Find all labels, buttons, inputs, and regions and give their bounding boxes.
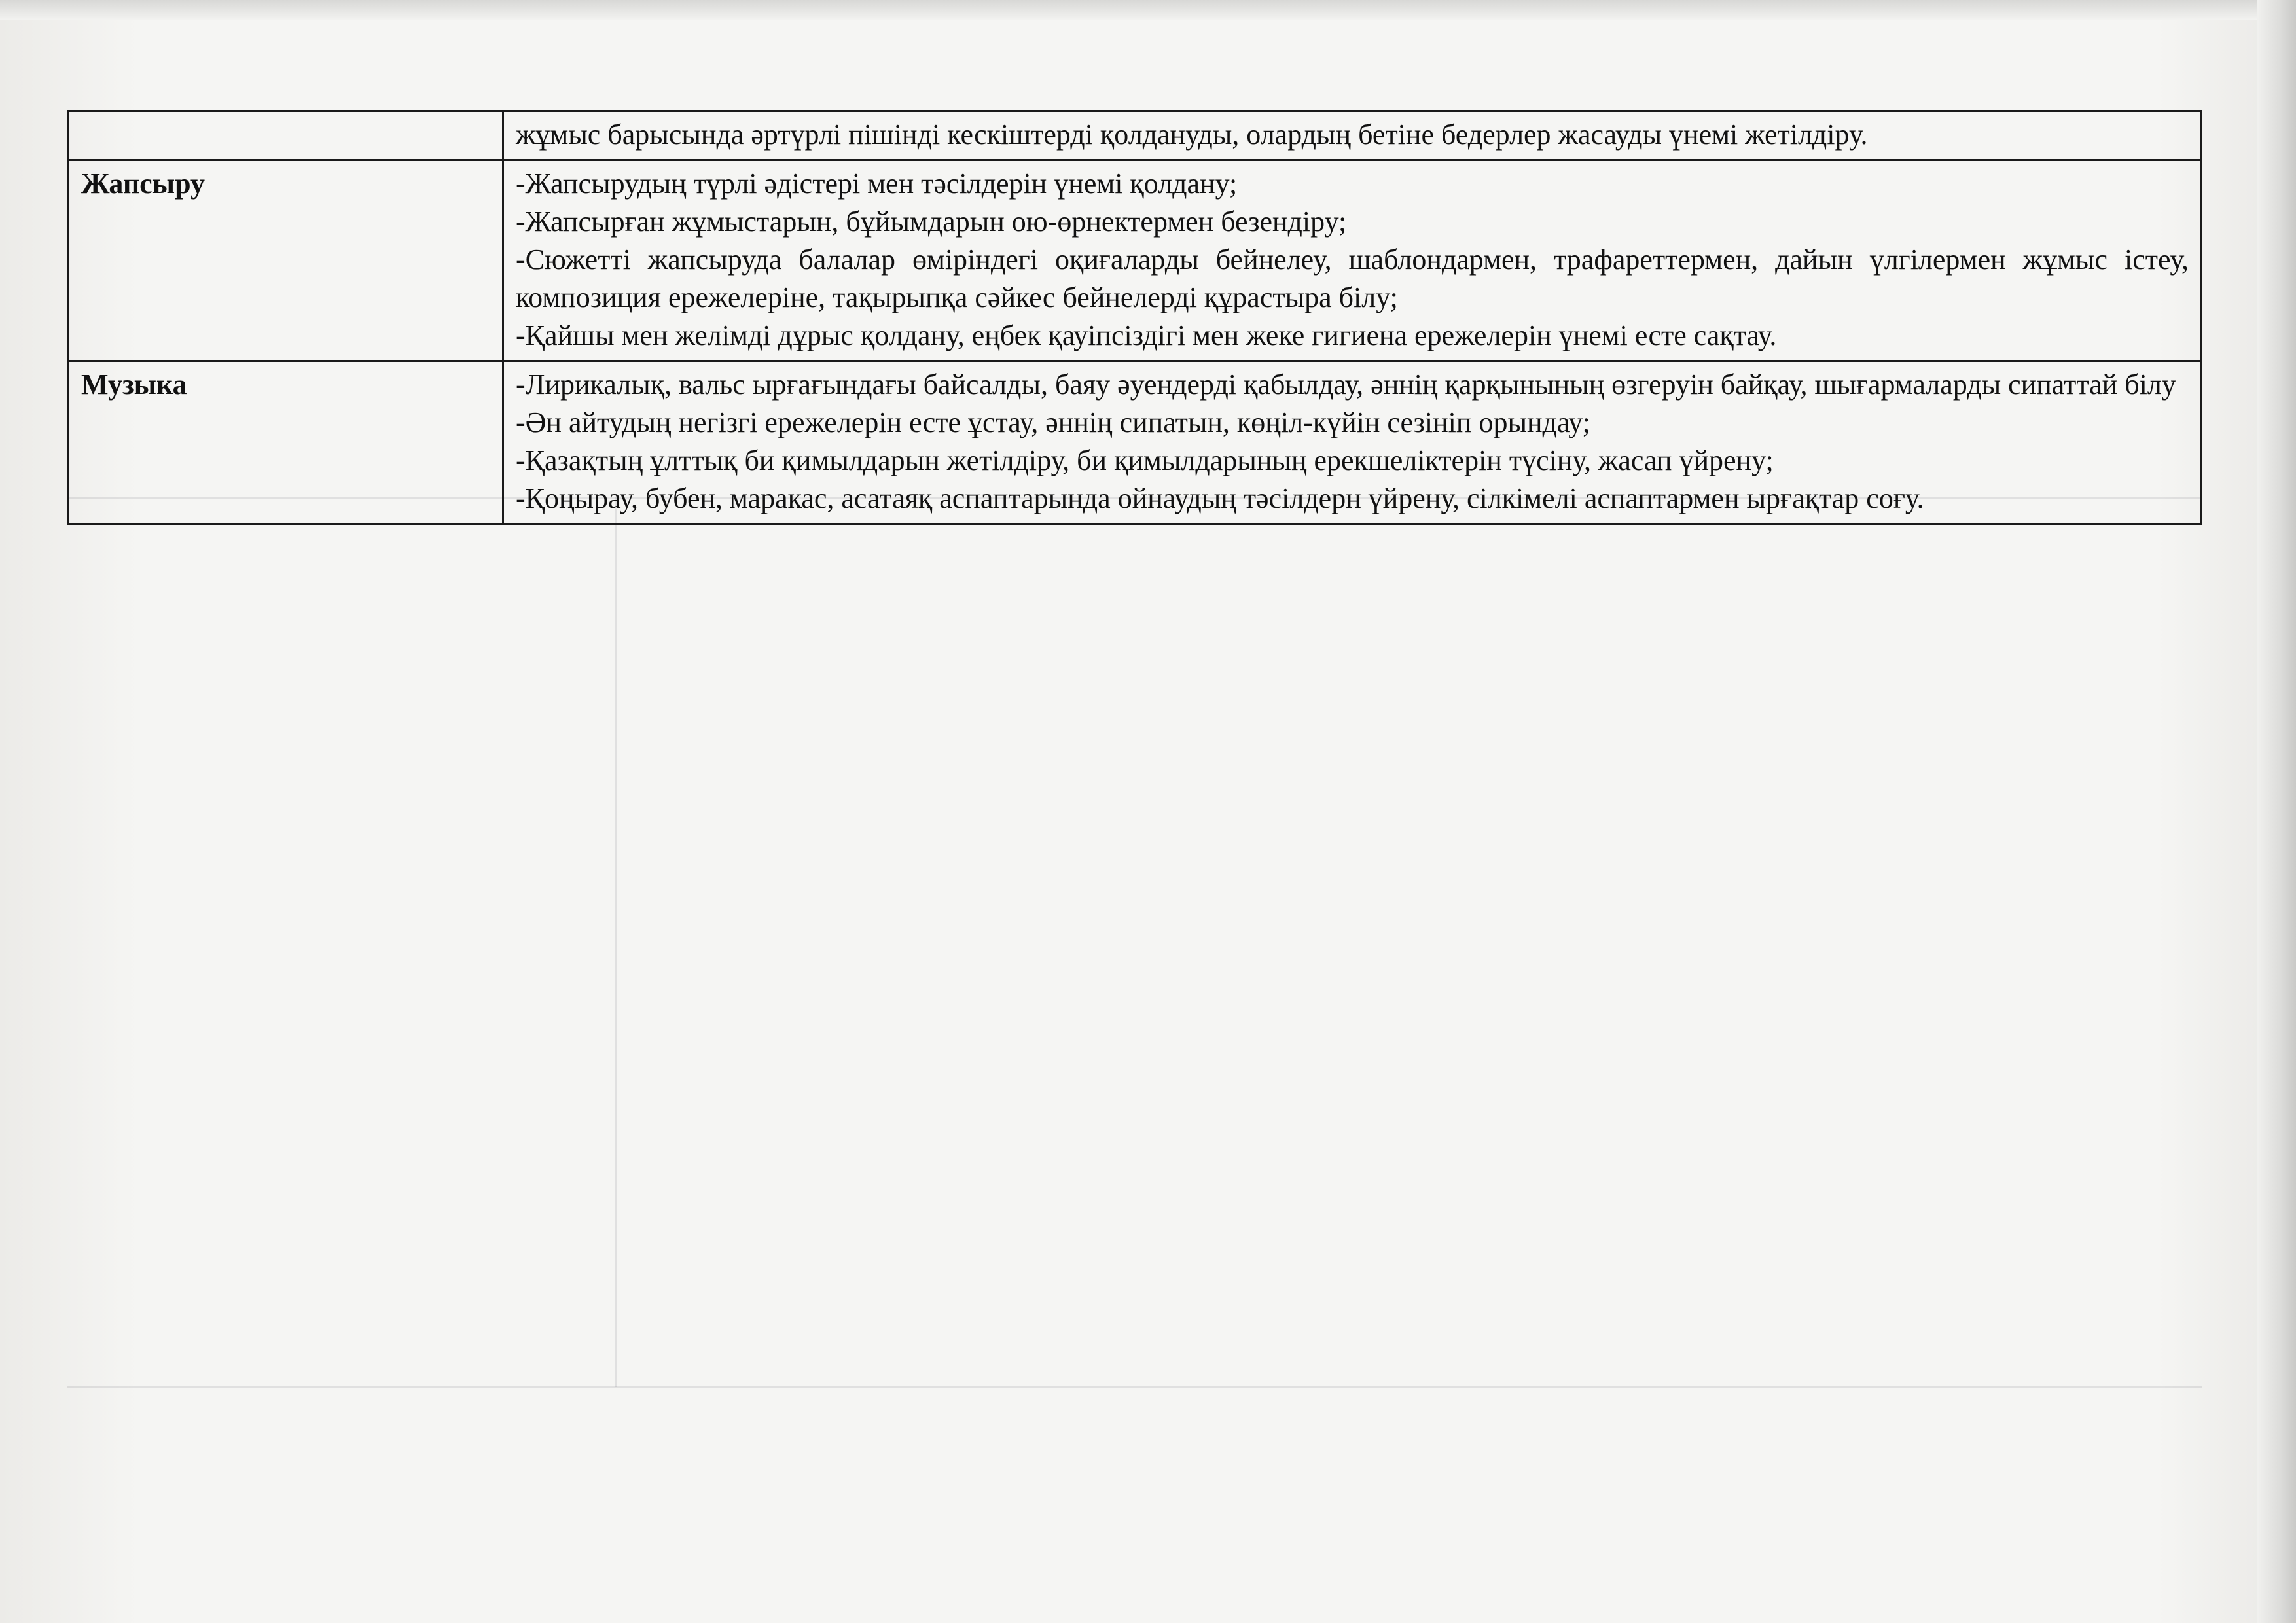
subject-cell: Музыка <box>69 361 503 524</box>
scan-right-edge <box>2257 0 2296 1623</box>
table-row <box>69 111 2202 160</box>
scan-top-edge <box>0 0 2296 20</box>
content-line: -Қайшы мен желімді дұрыс қолдану, еңбек қауіпсіздігі мен жеке гигиена ережелерін үнемі есте сақтау. <box>516 319 1777 351</box>
content-line: -Жапсырған жұмыстарын, бұйымдарын ою-өрнектермен безендіру; <box>516 205 1347 238</box>
content-cell <box>503 160 2202 361</box>
table-row <box>69 160 2202 361</box>
content-line: -Қоңырау, бубен, маракас, асатаяқ аспаптарында ойнаудың тәсілдерн үйрену, сілкімелі аспаптармен ырғақтар соғу. <box>516 482 1924 514</box>
content-line: жұмыс барысында әртүрлі пішінді кескіштерді қолдануды, олардың бетіне бедерлер жасауды үнемі жетілдіру. <box>516 118 1868 151</box>
content-line: -Сюжетті жапсыруда балалар өміріндегі оқиғаларды бейнелеу, шаблондармен, трафареттермен, дайын үлгілермен жұмыс істеу, композиция ережелеріне, тақырыпқа сәйкес бейнелерді құрастыра білу; <box>516 243 2189 313</box>
subject-cell: Жапсыру <box>69 160 503 361</box>
content-line: -Ән айтудың негізгі ережелерін есте ұстау, әннің сипатын, көңіл-күйін сезініп орындау; <box>516 406 1590 438</box>
content-cell <box>503 361 2202 524</box>
curriculum-table <box>67 110 2202 525</box>
table-row <box>69 361 2202 524</box>
content-cell <box>503 111 2202 160</box>
subject-cell <box>69 111 503 160</box>
bleed-through-line <box>67 1386 2202 1388</box>
bleed-through-line <box>615 497 617 1387</box>
content-line: -Қазақтың ұлттық би қимылдарын жетілдіру, би қимылдарының ерекшеліктерін түсіну, жасап үйрену; <box>516 444 1774 476</box>
content-line: -Лирикалық, вальс ырғағындағы байсалды, баяу әуендерді қабылдау, әннің қарқынының өзгеруін байқау, шығармаларды сипаттай білу <box>516 368 2176 401</box>
content-line: -Жапсырудың түрлі әдістері мен тәсілдерін үнемі қолдану; <box>516 168 1238 200</box>
